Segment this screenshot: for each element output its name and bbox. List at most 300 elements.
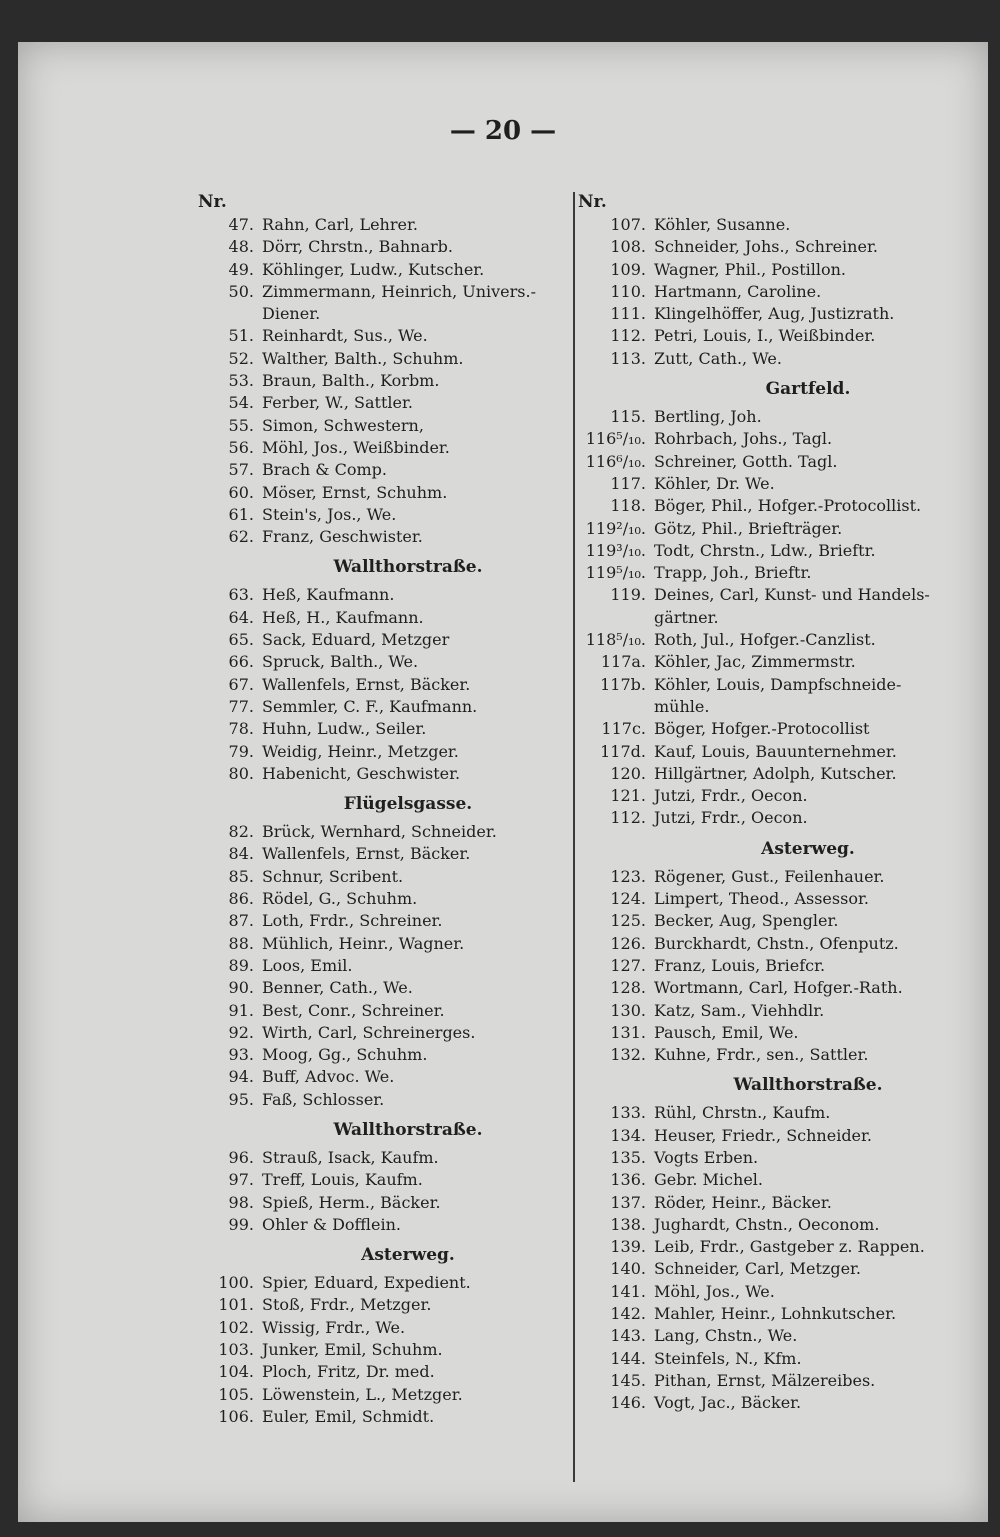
house-number: 140. xyxy=(610,1259,646,1279)
resident-name: Brach & Comp. xyxy=(262,460,387,480)
house-number: 82. xyxy=(228,822,254,842)
house-number: 51. xyxy=(228,326,254,346)
resident-name: Böger, Phil., Hofger.-Protocollist. xyxy=(654,496,922,516)
house-number: 131. xyxy=(610,1022,646,1042)
house-number: 67. xyxy=(228,674,254,694)
house-number: 113. xyxy=(610,348,646,368)
directory-entry xyxy=(578,1370,978,1392)
resident-name: Schneider, Carl, Metzger. xyxy=(654,1259,862,1279)
resident-name: Bertling, Joh. xyxy=(654,407,762,427)
directory-entry xyxy=(198,236,558,258)
directory-entry xyxy=(198,1000,558,1022)
left-column-header: Nr. xyxy=(198,192,227,212)
resident-name: Löwenstein, L., Metzger. xyxy=(262,1384,463,1404)
left-column xyxy=(198,190,558,1428)
house-number: 138. xyxy=(610,1214,646,1234)
directory-entry xyxy=(198,1066,558,1088)
house-number: 130. xyxy=(610,1000,646,1020)
house-number: 120. xyxy=(610,763,646,783)
directory-entry xyxy=(578,807,978,829)
house-number: 63. xyxy=(228,585,254,605)
directory-entry xyxy=(578,281,978,303)
page-number: — 20 — xyxy=(449,116,557,146)
house-number: 50. xyxy=(228,281,254,301)
resident-name: Faß, Schlosser. xyxy=(262,1089,385,1109)
directory-entry xyxy=(198,1317,558,1339)
house-number: 79. xyxy=(228,741,254,761)
house-number: 141. xyxy=(610,1281,646,1301)
house-number: 119. xyxy=(610,585,646,605)
resident-name: Heuser, Friedr., Schneider. xyxy=(654,1125,872,1145)
resident-name: Zutt, Cath., We. xyxy=(654,348,782,368)
house-number: 119³/₁₀. xyxy=(585,540,646,560)
directory-entry xyxy=(578,1022,978,1044)
resident-name: Röder, Heinr., Bäcker. xyxy=(654,1192,832,1212)
right-column-header: Nr. xyxy=(578,192,607,212)
resident-name: Pausch, Emil, We. xyxy=(654,1022,799,1042)
street-heading: Asterweg. xyxy=(361,1245,455,1266)
directory-entry xyxy=(198,1384,558,1406)
resident-name: Jutzi, Frdr., Oecon. xyxy=(654,786,808,806)
street-heading: Flügelsgasse. xyxy=(343,794,473,815)
resident-name: Spier, Eduard, Expedient. xyxy=(262,1273,471,1293)
house-number: 112. xyxy=(610,326,646,346)
house-number: 108. xyxy=(610,237,646,257)
house-number: 115. xyxy=(610,407,646,427)
resident-name: Köhler, Dr. We. xyxy=(654,473,775,493)
house-number: 102. xyxy=(218,1317,254,1337)
directory-entry xyxy=(198,584,558,606)
resident-name: Simon, Schwestern, xyxy=(262,415,424,435)
resident-name: Gebr. Michel. xyxy=(654,1170,763,1190)
directory-entry xyxy=(198,392,558,414)
resident-name: Rühl, Chrstn., Kaufm. xyxy=(654,1103,831,1123)
directory-entry xyxy=(198,696,558,718)
house-number: 55. xyxy=(228,415,254,435)
house-number: 99. xyxy=(228,1214,254,1234)
directory-entry xyxy=(198,1044,558,1066)
house-number: 88. xyxy=(228,933,254,953)
resident-name: Ploch, Fritz, Dr. med. xyxy=(262,1362,435,1382)
house-number: 85. xyxy=(228,866,254,886)
resident-name: Todt, Chrstn., Ldw., Brieftr. xyxy=(654,540,876,560)
resident-name: Walther, Balth., Schuhm. xyxy=(262,348,464,368)
resident-name: Mühlich, Heinr., Wagner. xyxy=(262,933,465,953)
directory-entry xyxy=(198,1339,558,1361)
resident-name: Möser, Ernst, Schuhm. xyxy=(262,482,448,502)
resident-name: Wallenfels, Ernst, Bäcker. xyxy=(262,844,471,864)
house-number: 54. xyxy=(228,393,254,413)
resident-name: Trapp, Joh., Brieftr. xyxy=(654,563,812,583)
directory-entry xyxy=(578,888,978,910)
house-number: 112. xyxy=(610,808,646,828)
house-number: 53. xyxy=(228,371,254,391)
resident-name: Vogt, Jac., Bäcker. xyxy=(654,1393,802,1413)
directory-entry xyxy=(578,1325,978,1347)
house-number: 117. xyxy=(610,473,646,493)
directory-entry xyxy=(578,977,978,999)
directory-entry xyxy=(198,1294,558,1316)
house-number: 126. xyxy=(610,933,646,953)
directory-entry xyxy=(198,977,558,999)
house-number: 97. xyxy=(228,1170,254,1190)
house-number: 145. xyxy=(610,1370,646,1390)
directory-entry xyxy=(578,451,978,473)
resident-name: Ohler & Dofflein. xyxy=(262,1214,401,1234)
house-number: 48. xyxy=(228,237,254,257)
directory-entry xyxy=(198,348,558,370)
resident-name: Loth, Frdr., Schreiner. xyxy=(262,911,443,931)
resident-name: Heß, Kaufmann. xyxy=(262,585,395,605)
house-number: 89. xyxy=(228,955,254,975)
house-number: 132. xyxy=(610,1045,646,1065)
directory-entry xyxy=(578,1392,978,1414)
resident-name: Vogts Erben. xyxy=(654,1147,759,1167)
resident-name: Semmler, C. F., Kaufmann. xyxy=(262,696,478,716)
house-number: 61. xyxy=(228,504,254,524)
house-number: 77. xyxy=(228,696,254,716)
house-number: 66. xyxy=(228,652,254,672)
directory-entry xyxy=(198,303,558,325)
house-number: 116⁵/₁₀. xyxy=(585,429,646,449)
directory-entry xyxy=(198,718,558,740)
resident-name: Mahler, Heinr., Lohnkutscher. xyxy=(654,1304,897,1324)
directory-entry xyxy=(578,763,978,785)
right-column xyxy=(578,190,978,1415)
resident-name: Rögener, Gust., Feilenhauer. xyxy=(654,866,885,886)
resident-name: Wallenfels, Ernst, Bäcker. xyxy=(262,674,471,694)
resident-name: Loos, Emil. xyxy=(262,955,353,975)
resident-name: Limpert, Theod., Assessor. xyxy=(654,889,869,909)
house-number: 128. xyxy=(610,978,646,998)
street-heading: Wallthorstraße. xyxy=(733,1075,883,1096)
resident-name: Zimmermann, Heinrich, Univers.- xyxy=(262,281,536,301)
directory-entry xyxy=(578,629,978,651)
house-number: 84. xyxy=(228,844,254,864)
house-number: 105. xyxy=(218,1384,254,1404)
directory-entry xyxy=(578,955,978,977)
directory-entry xyxy=(198,526,558,548)
resident-name: Junker, Emil, Schuhm. xyxy=(262,1340,443,1360)
house-number: 137. xyxy=(610,1192,646,1212)
directory-entry xyxy=(578,785,978,807)
directory-entry xyxy=(198,955,558,977)
house-number: 98. xyxy=(228,1192,254,1212)
house-number: 123. xyxy=(610,866,646,886)
resident-name: Schnur, Scribent. xyxy=(262,866,404,886)
house-number: 52. xyxy=(228,348,254,368)
directory-entry xyxy=(578,1147,978,1169)
directory-entry xyxy=(198,1169,558,1191)
resident-name: Köhler, Susanne. xyxy=(654,215,791,234)
resident-name: Stein's, Jos., We. xyxy=(262,504,397,524)
house-number: 142. xyxy=(610,1304,646,1324)
directory-entry xyxy=(198,821,558,843)
resident-name: Böger, Hofger.-Protocollist xyxy=(654,719,870,739)
resident-name: gärtner. xyxy=(654,607,719,627)
resident-name: Treff, Louis, Kaufm. xyxy=(262,1170,423,1190)
resident-name: Benner, Cath., We. xyxy=(262,978,413,998)
house-number: 117c. xyxy=(601,719,646,739)
resident-name: Weidig, Heinr., Metzger. xyxy=(262,741,459,761)
resident-name: Brück, Wernhard, Schneider. xyxy=(262,822,497,842)
house-number: 117d. xyxy=(600,741,646,761)
directory-entry xyxy=(578,584,978,606)
directory-entry xyxy=(198,674,558,696)
directory-entry xyxy=(578,933,978,955)
directory-entry xyxy=(198,843,558,865)
directory-entry xyxy=(578,495,978,517)
house-number: 60. xyxy=(228,482,254,502)
directory-entry xyxy=(578,325,978,347)
house-number: 133. xyxy=(610,1103,646,1123)
directory-entry xyxy=(198,1089,558,1111)
house-number: 119⁵/₁₀. xyxy=(585,563,646,583)
house-number: 62. xyxy=(228,527,254,547)
house-number: 124. xyxy=(610,889,646,909)
directory-entry xyxy=(578,651,978,673)
resident-name: Spieß, Herm., Bäcker. xyxy=(262,1192,441,1212)
resident-name: Kuhne, Frdr., sen., Sattler. xyxy=(654,1045,869,1065)
house-number: 117a. xyxy=(600,652,646,672)
house-number: 118. xyxy=(610,496,646,516)
directory-entry xyxy=(578,1102,978,1124)
directory-entry xyxy=(578,1169,978,1191)
directory-entry xyxy=(198,888,558,910)
directory-entry xyxy=(578,1192,978,1214)
house-number: 127. xyxy=(610,955,646,975)
directory-entry xyxy=(578,674,978,696)
resident-name: Jutzi, Frdr., Oecon. xyxy=(654,808,808,828)
directory-entry xyxy=(198,933,558,955)
directory-entry xyxy=(198,1147,558,1169)
directory-entry xyxy=(578,696,978,718)
resident-name: Buff, Advoc. We. xyxy=(262,1067,395,1087)
resident-name: Franz, Louis, Briefcr. xyxy=(654,955,826,975)
directory-entry xyxy=(198,910,558,932)
house-number: 92. xyxy=(228,1022,254,1042)
house-number: 47. xyxy=(228,215,254,234)
book-page xyxy=(18,42,988,1522)
right-column-entries xyxy=(578,214,978,1415)
directory-entry xyxy=(198,1361,558,1383)
resident-name: Lang, Chstn., We. xyxy=(654,1326,798,1346)
house-number: 118⁵/₁₀. xyxy=(585,630,646,650)
directory-entry xyxy=(198,259,558,281)
directory-entry xyxy=(198,504,558,526)
street-heading: Asterweg. xyxy=(761,838,855,859)
resident-name: Köhlinger, Ludw., Kutscher. xyxy=(262,259,485,279)
resident-name: mühle. xyxy=(654,696,710,716)
directory-entry xyxy=(198,325,558,347)
directory-entry xyxy=(578,718,978,740)
house-number: 91. xyxy=(228,1000,254,1020)
directory-entry xyxy=(578,1303,978,1325)
resident-name: Schneider, Johs., Schreiner. xyxy=(654,237,878,257)
directory-entry xyxy=(578,1236,978,1258)
directory-entry xyxy=(578,348,978,370)
resident-name: Wissig, Frdr., We. xyxy=(262,1317,406,1337)
house-number: 86. xyxy=(228,889,254,909)
resident-name: Petri, Louis, I., Weißbinder. xyxy=(654,326,876,346)
resident-name: Roth, Jul., Hofger.-Canzlist. xyxy=(654,630,876,650)
directory-entry xyxy=(578,866,978,888)
directory-entry xyxy=(198,607,558,629)
directory-entry xyxy=(578,1258,978,1280)
directory-entry xyxy=(198,459,558,481)
street-heading: Wallthorstraße. xyxy=(333,1119,483,1140)
resident-name: Leib, Frdr., Gastgeber z. Rappen. xyxy=(654,1237,925,1257)
resident-name: Hillgärtner, Adolph, Kutscher. xyxy=(654,763,897,783)
directory-entry xyxy=(198,1022,558,1044)
resident-name: Becker, Aug, Spengler. xyxy=(654,911,839,931)
directory-entry xyxy=(578,406,978,428)
resident-name: Götz, Phil., Briefträger. xyxy=(654,518,843,538)
house-number: 117b. xyxy=(600,674,646,694)
house-number: 56. xyxy=(228,437,254,457)
house-number: 95. xyxy=(228,1089,254,1109)
resident-name: Diener. xyxy=(262,304,321,324)
house-number: 101. xyxy=(218,1295,254,1315)
directory-entry xyxy=(198,214,558,236)
house-number: 64. xyxy=(228,607,254,627)
directory-entry xyxy=(198,482,558,504)
directory-entry xyxy=(578,607,978,629)
house-number: 87. xyxy=(228,911,254,931)
resident-name: Burckhardt, Chstn., Ofenputz. xyxy=(654,933,899,953)
house-number: 119²/₁₀. xyxy=(585,518,646,538)
house-number: 57. xyxy=(228,460,254,480)
house-number: 116⁶/₁₀. xyxy=(585,451,646,471)
resident-name: Sack, Eduard, Metzger xyxy=(262,630,450,650)
house-number: 65. xyxy=(228,630,254,650)
street-heading: Gartfeld. xyxy=(765,379,851,400)
directory-entry xyxy=(198,415,558,437)
house-number: 121. xyxy=(610,786,646,806)
left-column-entries xyxy=(198,214,558,1428)
directory-entry xyxy=(198,763,558,785)
resident-name: Steinfels, N., Kfm. xyxy=(654,1348,802,1368)
house-number: 78. xyxy=(228,719,254,739)
resident-name: Schreiner, Gotth. Tagl. xyxy=(654,451,838,471)
directory-entry xyxy=(198,629,558,651)
house-number: 100. xyxy=(218,1273,254,1293)
house-number: 109. xyxy=(610,259,646,279)
resident-name: Rahn, Carl, Lehrer. xyxy=(262,215,418,234)
house-number: 93. xyxy=(228,1045,254,1065)
house-number: 144. xyxy=(610,1348,646,1368)
column-divider xyxy=(573,192,575,1482)
resident-name: Rödel, G., Schuhm. xyxy=(262,889,418,909)
resident-name: Heß, H., Kaufmann. xyxy=(262,607,424,627)
directory-entry xyxy=(578,1044,978,1066)
resident-name: Best, Conr., Schreiner. xyxy=(262,1000,445,1020)
house-number: 96. xyxy=(228,1147,254,1167)
house-number: 49. xyxy=(228,259,254,279)
house-number: 135. xyxy=(610,1147,646,1167)
house-number: 143. xyxy=(610,1326,646,1346)
resident-name: Reinhardt, Sus., We. xyxy=(262,326,428,346)
resident-name: Kauf, Louis, Bauunternehmer. xyxy=(654,741,897,761)
directory-entry xyxy=(578,236,978,258)
directory-entry xyxy=(578,1214,978,1236)
house-number: 110. xyxy=(610,281,646,301)
house-number: 103. xyxy=(218,1340,254,1360)
directory-entry xyxy=(578,1125,978,1147)
resident-name: Braun, Balth., Korbm. xyxy=(262,371,440,391)
directory-entry xyxy=(578,540,978,562)
house-number: 125. xyxy=(610,911,646,931)
directory-entry xyxy=(578,259,978,281)
directory-entry xyxy=(578,1281,978,1303)
directory-entry xyxy=(198,741,558,763)
directory-entry xyxy=(578,473,978,495)
directory-entry xyxy=(198,651,558,673)
resident-name: Hartmann, Caroline. xyxy=(654,281,822,301)
resident-name: Pithan, Ernst, Mälzereibes. xyxy=(654,1370,876,1390)
house-number: 146. xyxy=(610,1393,646,1413)
directory-entry xyxy=(198,437,558,459)
resident-name: Klingelhöffer, Aug, Justizrath. xyxy=(654,304,895,324)
directory-entry xyxy=(578,518,978,540)
resident-name: Wortmann, Carl, Hofger.-Rath. xyxy=(654,978,903,998)
resident-name: Ferber, W., Sattler. xyxy=(262,393,413,413)
resident-name: Möhl, Jos., Weißbinder. xyxy=(262,437,450,457)
directory-entry xyxy=(578,1000,978,1022)
house-number: 80. xyxy=(228,763,254,783)
street-heading: Wallthorstraße. xyxy=(333,557,483,578)
directory-entry xyxy=(198,370,558,392)
house-number: 136. xyxy=(610,1170,646,1190)
house-number: 134. xyxy=(610,1125,646,1145)
resident-name: Huhn, Ludw., Seiler. xyxy=(262,719,427,739)
directory-entry xyxy=(198,1214,558,1236)
resident-name: Dörr, Chrstn., Bahnarb. xyxy=(262,237,453,257)
house-number: 104. xyxy=(218,1362,254,1382)
directory-entry xyxy=(578,562,978,584)
directory-entry xyxy=(198,1192,558,1214)
directory-entry xyxy=(578,1348,978,1370)
resident-name: Möhl, Jos., We. xyxy=(654,1281,775,1301)
directory-entry xyxy=(578,428,978,450)
house-number: 90. xyxy=(228,978,254,998)
house-number: 94. xyxy=(228,1067,254,1087)
resident-name: Köhler, Jac, Zimmermstr. xyxy=(654,652,856,672)
directory-entry xyxy=(198,1406,558,1428)
directory-entry xyxy=(578,741,978,763)
resident-name: Stoß, Frdr., Metzger. xyxy=(262,1295,432,1315)
house-number: 107. xyxy=(610,215,646,234)
resident-name: Spruck, Balth., We. xyxy=(262,652,419,672)
directory-entry xyxy=(578,303,978,325)
house-number: 111. xyxy=(610,304,646,324)
resident-name: Euler, Emil, Schmidt. xyxy=(262,1406,435,1426)
resident-name: Wirth, Carl, Schreinerges. xyxy=(262,1022,476,1042)
resident-name: Köhler, Louis, Dampfschneide- xyxy=(654,674,902,694)
resident-name: Wagner, Phil., Postillon. xyxy=(654,259,846,279)
resident-name: Katz, Sam., Viehhdlr. xyxy=(654,1000,825,1020)
house-number: 139. xyxy=(610,1237,646,1257)
resident-name: Franz, Geschwister. xyxy=(262,527,423,547)
resident-name: Habenicht, Geschwister. xyxy=(262,763,461,783)
resident-name: Rohrbach, Johs., Tagl. xyxy=(654,429,833,449)
house-number: 106. xyxy=(218,1406,254,1426)
directory-entry xyxy=(578,214,978,236)
resident-name: Moog, Gg., Schuhm. xyxy=(262,1045,428,1065)
resident-name: Deines, Carl, Kunst- und Handels- xyxy=(654,585,930,605)
directory-entry xyxy=(198,866,558,888)
directory-entry xyxy=(198,1272,558,1294)
